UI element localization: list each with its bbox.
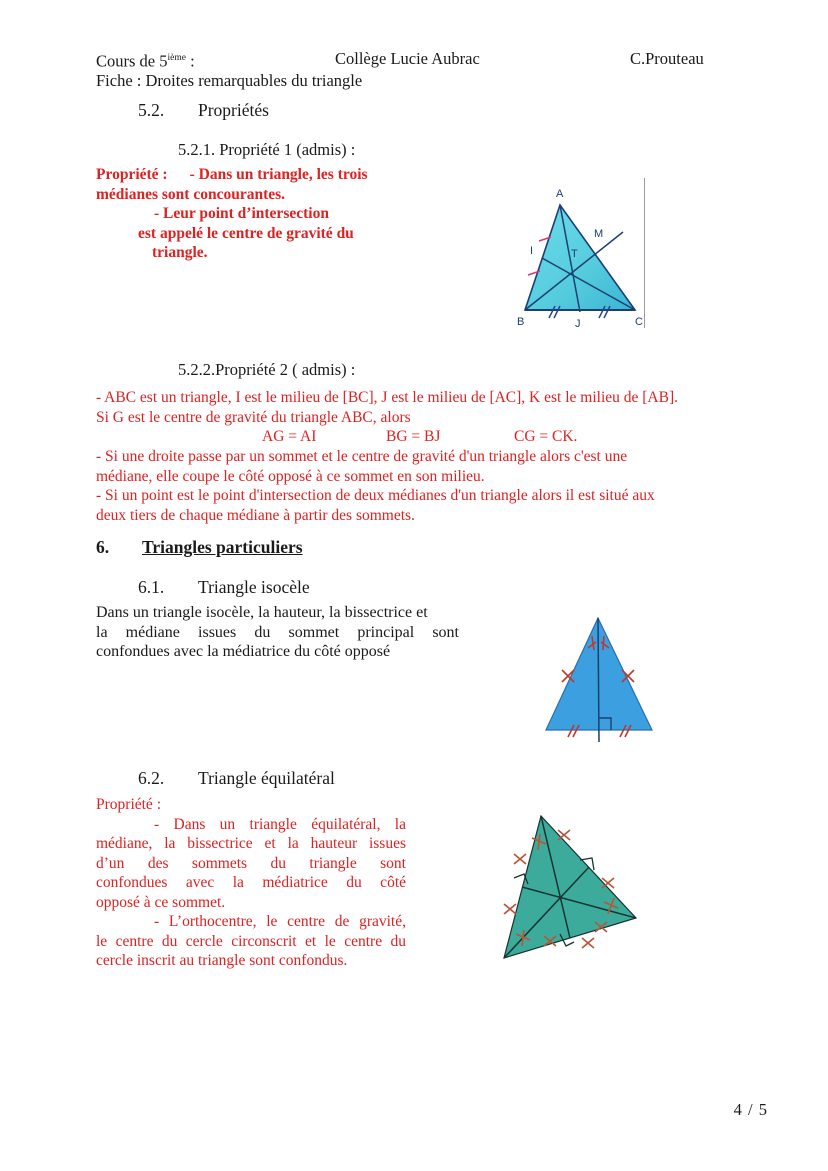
- figure-triangle-medians: [495, 175, 645, 330]
- heading-5-2-number: 5.2.: [138, 100, 165, 120]
- triangle-medians-svg: [495, 175, 645, 330]
- heading-6-number: 6.: [96, 537, 110, 557]
- equation-bg-bj: BG = BJ: [386, 428, 441, 445]
- label-point-b: B: [517, 316, 525, 328]
- heading-6-1: [138, 577, 310, 598]
- header-course-tail: :: [185, 51, 195, 71]
- section-6-2-bullet-1: - Dans un triangle équilatéral, la: [154, 815, 406, 833]
- figure-frame-line: [644, 178, 645, 328]
- property-1-line-5: triangle.: [152, 244, 208, 261]
- property-1-line-4: est appelé le centre de gravité du: [138, 224, 354, 242]
- property-2-text: [96, 388, 736, 525]
- section-6-2-body: [96, 795, 406, 971]
- heading-6-1-number: 6.1.: [138, 577, 165, 597]
- property-1-text: [96, 165, 396, 263]
- heading-5-2-title: Propriétés: [198, 100, 269, 120]
- header-course-text: Cours de 5: [96, 51, 168, 71]
- label-point-c: C: [635, 316, 643, 328]
- label-point-j: J: [575, 318, 581, 330]
- section-6-2-line-4: confondues avec la médiatrice du côté: [96, 874, 406, 891]
- property-2-line-2: Si G est le centre de gravité du triangle ABC, alors: [96, 408, 411, 426]
- label-point-m: M: [594, 228, 604, 240]
- section-6-2-line-7: le centre du cercle circonscrit et le centre du: [96, 932, 406, 950]
- property-2-line-4: médiane, elle coupe le côté opposé à ce sommet en son milieu.: [96, 467, 485, 485]
- page-footer: 4 / 5: [733, 1100, 768, 1119]
- heading-5-2-2: 5.2.2.Propriété 2 ( admis) :: [178, 360, 356, 379]
- label-point-a: A: [556, 188, 564, 200]
- equilateral-tick-extra: [582, 938, 594, 948]
- property-2-line-6: deux tiers de chaque médiane à partir des sommets.: [96, 506, 415, 524]
- header-school: Collège Lucie Aubrac: [335, 49, 480, 68]
- triangle-abc-shape: [525, 205, 635, 310]
- section-6-2-bullet-2: - L’orthocentre, le centre de gravité,: [154, 913, 406, 930]
- property-1-bullet-1: - Dans un triangle, les trois: [189, 166, 368, 183]
- section-6-2-line-1: [96, 815, 406, 835]
- figure-triangle-isoceles: [532, 608, 667, 748]
- property-1-bullet-2: - Leur point d’intersection: [154, 205, 329, 222]
- header-author: C.Prouteau: [630, 49, 704, 68]
- property-1-label: Propriété :: [96, 166, 168, 183]
- property-2-equations: [96, 427, 736, 447]
- property-2-line-1: - ABC est un triangle, I est le milieu de [BC], J est le milieu de [AC], K est le milieu de [AB].: [96, 389, 678, 406]
- section-6-2-line-6: [96, 912, 406, 932]
- section-6-1-line-1: Dans un triangle isocèle, la hauteur, la bissectrice et: [96, 604, 428, 621]
- heading-6-2: [138, 768, 335, 789]
- property-1-line-3: [96, 204, 396, 224]
- heading-6-2-number: 6.2.: [138, 768, 165, 788]
- equation-cg-ck: CG = CK.: [514, 428, 578, 445]
- property-1-line-2: médianes sont concourantes.: [96, 185, 286, 203]
- property-2-line-3: - Si une droite passe par un sommet et le centre de gravité d'un triangle alors c'est une: [96, 448, 628, 465]
- heading-5-2: [138, 100, 269, 121]
- isoceles-median-line: [598, 618, 599, 742]
- triangle-equilateral-svg: [496, 806, 646, 966]
- section-6-2-line-2: médiane, la bissectrice et la hauteur issues: [96, 835, 406, 852]
- header-course: [96, 48, 195, 72]
- section-6-2-line-5: opposé à ce sommet.: [96, 893, 226, 911]
- heading-6-1-title: Triangle isocèle: [198, 577, 310, 597]
- heading-6-2-title: Triangle équilatéral: [198, 768, 335, 788]
- header-row-2: [96, 70, 736, 92]
- section-6-2-label: Propriété :: [96, 796, 161, 813]
- section-6-1-line-2: la médiane issues du sommet principal sont: [96, 623, 459, 641]
- label-point-i: I: [530, 245, 534, 257]
- heading-6-title: Triangles particuliers: [142, 537, 303, 557]
- equation-ag-ai: AG = AI: [262, 428, 317, 445]
- header-course-ordinal: ième: [167, 53, 186, 63]
- section-6-2-line-8: cercle inscrit au triangle sont confondus.: [96, 952, 348, 969]
- page-header: [96, 48, 736, 92]
- header-row-1: [96, 48, 736, 70]
- triangle-isoceles-svg: [532, 608, 667, 748]
- label-point-t: T: [571, 248, 578, 260]
- heading-5-2-1: 5.2.1. Propriété 1 (admis) :: [178, 140, 356, 159]
- section-6-1-line-3: confondues avec la médiatrice du côté opposé: [96, 643, 391, 660]
- figure-triangle-equilateral: [496, 806, 646, 966]
- section-6-1-body: [96, 603, 459, 662]
- property-2-line-5: - Si un point est le point d'intersection de deux médianes d'un triangle alors il est situé aux: [96, 487, 655, 504]
- property-1-line-1: [96, 165, 396, 185]
- header-sheet-title: Fiche : Droites remarquables du triangle: [96, 71, 363, 90]
- section-6-2-line-3: d’un des sommets du triangle sont: [96, 854, 406, 872]
- heading-6: [96, 537, 303, 558]
